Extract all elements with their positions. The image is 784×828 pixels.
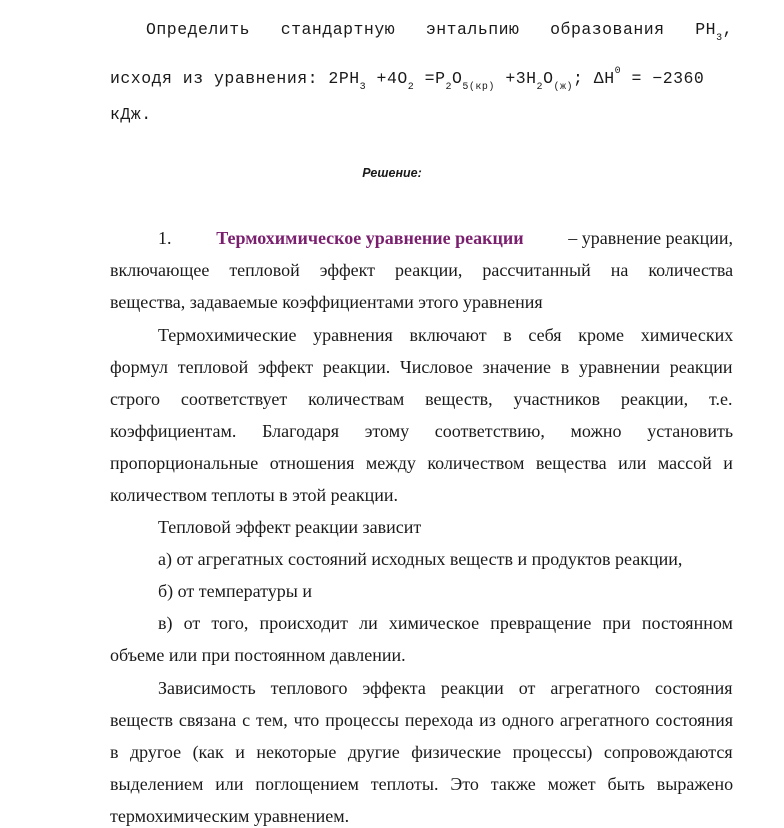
formula-ph3: $PH_3$,	[695, 20, 733, 44]
paragraph-2-line-5: пропорциональные отношения между количеством вещества или массой и	[110, 453, 733, 473]
paragraph-1-line-2: включающее тепловой эффект реакции, рассчитанный на количества	[110, 260, 734, 280]
list-number: 1.	[158, 228, 172, 248]
list-item-b: б) от температуры и	[158, 581, 313, 601]
paragraph-1-line-1	[158, 228, 733, 249]
paragraph-2-line-6: количеством теплоты в этой реакции.	[110, 485, 398, 505]
problem-line-2	[110, 66, 733, 93]
paragraph-3: Тепловой эффект реакции зависит	[158, 517, 422, 537]
equation: исходя из уравнения: $2PH_3 +4O_2 =P_2O_{5(кр)} +3H_2O_{(ж)}$; $\Delta H^0 = -2360$	[110, 66, 705, 93]
list-item-a: а) от агрегатных состояний исходных веществ и продуктов реакции,	[158, 549, 683, 569]
list-item-c-line-1: в) от того, происходит ли химическое превращение при постоянном	[158, 613, 733, 633]
paragraph-4-line-2: веществ связана с тем, что процессы перехода из одного агрегатного состояния	[110, 710, 733, 730]
paragraph-text: – уравнение реакции,	[568, 228, 733, 248]
paragraph-4-line-4: выделением или поглощением теплоты. Это также может быть выражено	[110, 774, 734, 794]
list-item-c-line-2: объеме или при постоянном давлении.	[110, 645, 406, 665]
problem-word: Определить	[146, 20, 251, 39]
paragraph-2-line-1: Термохимические уравнения включают в себя кроме химических	[158, 325, 734, 345]
paragraph-2-line-4: коэффициентам. Благодаря этому соответствию, можно установить	[110, 421, 734, 441]
problem-line-3: кДж.	[110, 105, 152, 124]
problem-word: энтальпию	[425, 20, 520, 39]
paragraph-2-line-2: формул тепловой эффект реакции. Числовое значение в уравнении реакции	[110, 357, 733, 377]
problem-line-1	[146, 20, 733, 44]
term-highlight: Термохимическое уравнение реакции	[216, 228, 524, 248]
paragraph-4-line-5: термохимическим уравнением.	[110, 806, 350, 826]
paragraph-4-line-1: Зависимость теплового эффекта реакции от агрегатного состояния	[158, 678, 733, 698]
paragraph-2-line-3: строго соответствует количествам веществ, участников реакции, т.е.	[110, 389, 733, 409]
problem-word: образования	[550, 20, 665, 39]
problem-word: стандартную	[280, 20, 396, 39]
paragraph-1-line-3: вещества, задаваемые коэффициентами этого уравнения	[110, 292, 543, 312]
paragraph-4-line-3: в другое (как и некоторые другие физические процессы) сопровождаются	[110, 742, 733, 762]
solution-heading: Решение:	[362, 166, 422, 180]
